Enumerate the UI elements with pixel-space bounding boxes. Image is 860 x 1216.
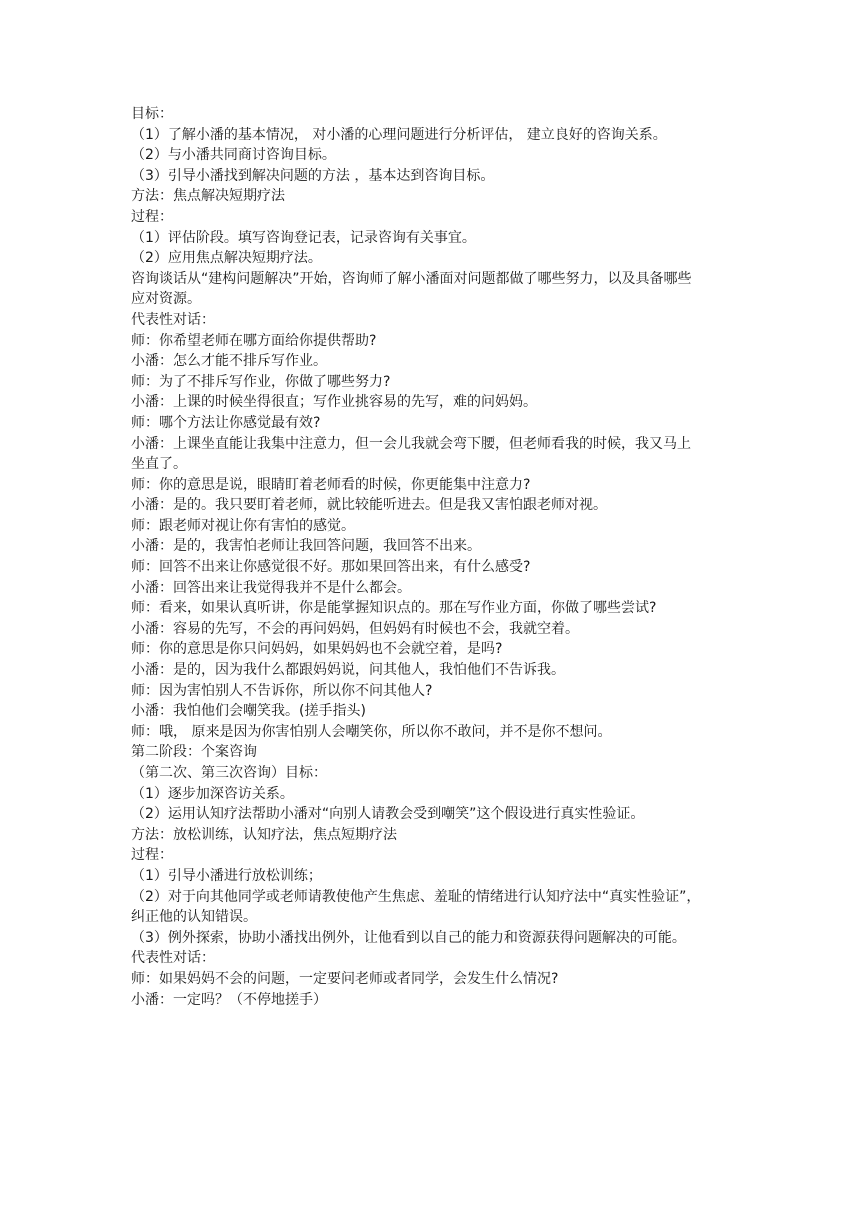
stage-2-method-line: 方法：放松训练，认知疗法，焦点短期疗法 — [131, 826, 397, 843]
dialogue-line: 师：因为害怕别人不告诉你，所以你不问其他人? — [131, 682, 433, 699]
stage-2-process-item-2: （2）对于向其他同学或老师请教使他产生焦虑、羞耻的情绪进行认知疗法中“真实性验证”， — [131, 888, 701, 905]
dialogue-line: 师：回答不出来让你感觉很不好。那如果回答出来，有什么感受? — [131, 559, 531, 576]
dialogue-line: 小潘：是的。我只要盯着老师，就比较能听进去。但是我又害怕跟老师对视。 — [131, 497, 607, 514]
dialogue-line: 小潘：我怕他们会嘲笑我。(搓手指头) — [131, 703, 366, 720]
dialogue-line: 小潘：上课坐直能让我集中注意力，但一会儿我就会弯下腰，但老师看我的时候，我又马上 — [131, 435, 691, 452]
stage-2-process-item-1: （1）引导小潘进行放松训练； — [131, 867, 322, 884]
document-body — [131, 104, 731, 1010]
paragraph-line: 应对资源。 — [131, 291, 201, 308]
dialogue-line: 小潘：上课的时候坐得很直；写作业挑容易的先写，难的问妈妈。 — [131, 394, 537, 411]
dialogue-line: 师：你希望老师在哪方面给你提供帮助? — [131, 332, 377, 349]
stage-2-goals-heading: （第二次、第三次咨询）目标： — [131, 765, 327, 781]
dialogue-line: 小潘：容易的先写，不会的再问妈妈，但妈妈有时候也不会，我就空着。 — [131, 620, 579, 637]
section-heading-process: 过程： — [131, 208, 173, 225]
method-line: 方法：焦点解决短期疗法 — [131, 188, 285, 205]
section-heading-dialogue: 代表性对话： — [131, 311, 215, 328]
process-item-1: （1）评估阶段。填写咨询登记表，记录咨询有关事宜。 — [131, 229, 476, 246]
goal-item-2: （2）与小潘共同商讨咨询目标。 — [131, 147, 336, 164]
dialogue-line: 小潘：是的，因为我什么都跟妈妈说，问其他人，我怕他们不告诉我。 — [131, 662, 565, 679]
dialogue-line: 师：看来，如果认真听讲，你是能掌握知识点的。那在写作业方面，你做了哪些尝试? — [131, 600, 657, 617]
dialogue-line: 小潘：是的，我害怕老师让我回答问题，我回答不出来。 — [131, 538, 481, 555]
paragraph-line: 咨询谈话从“建构问题解决”开始，咨询师了解小潘面对问题都做了哪些努力，以及具备哪些 — [131, 270, 692, 287]
stage-2-goal-item-2: （2）运用认知疗法帮助小潘对“向别人请教会受到嘲笑”这个假设进行真实性验证。 — [131, 806, 645, 823]
dialogue-line: 师：为了不排斥写作业，你做了哪些努力? — [131, 373, 391, 390]
dialogue-line: 师：哪个方法让你感觉最有效? — [131, 414, 321, 431]
goal-item-1: （1）了解小潘的基本情况， 对小潘的心理问题进行分析评估， 建立良好的咨询关系。 — [131, 126, 667, 143]
dialogue-line: 师：你的意思是你只问妈妈，如果妈妈也不会就空着，是吗? — [131, 641, 503, 658]
dialogue-line: 师：跟老师对视让你有害怕的感觉。 — [131, 517, 355, 534]
section-heading-goals: 目标： — [131, 106, 173, 122]
dialogue-line: 坐直了。 — [131, 456, 187, 473]
section-heading-stage-2: 第二阶段：个案咨询 — [131, 744, 257, 761]
dialogue-line: 师：如果妈妈不会的问题，一定要问老师或者同学，会发生什么情况? — [131, 970, 559, 987]
dialogue-line: 小潘：怎么才能不排斥写作业。 — [131, 353, 327, 370]
dialogue-line: 小潘：一定吗？（不停地搓手） — [131, 991, 327, 1008]
stage-2-dialogue-heading: 代表性对话： — [131, 950, 215, 967]
stage-2-process-heading: 过程： — [131, 847, 173, 864]
stage-2-goal-item-1: （1）逐步加深咨访关系。 — [131, 785, 294, 802]
dialogue-line: 师：哦， 原来是因为你害怕别人会嘲笑你，所以你不敢问，并不是你不想问。 — [131, 723, 612, 740]
dialogue-line: 小潘：回答出来让我觉得我并不是什么都会。 — [131, 579, 411, 596]
stage-2-process-item-2-cont: 纠正他的认知错误。 — [131, 909, 257, 926]
dialogue-line: 师：你的意思是说，眼睛盯着老师看的时候，你更能集中注意力? — [131, 476, 531, 493]
stage-2-process-item-3: （3）例外探索，协助小潘找出例外，让他看到以自己的能力和资源获得问题解决的可能。 — [131, 929, 686, 946]
goal-item-3: （3）引导小潘找到解决问题的方法 ，基本达到咨询目标。 — [131, 167, 495, 184]
process-item-2: （2）应用焦点解决短期疗法。 — [131, 250, 322, 267]
